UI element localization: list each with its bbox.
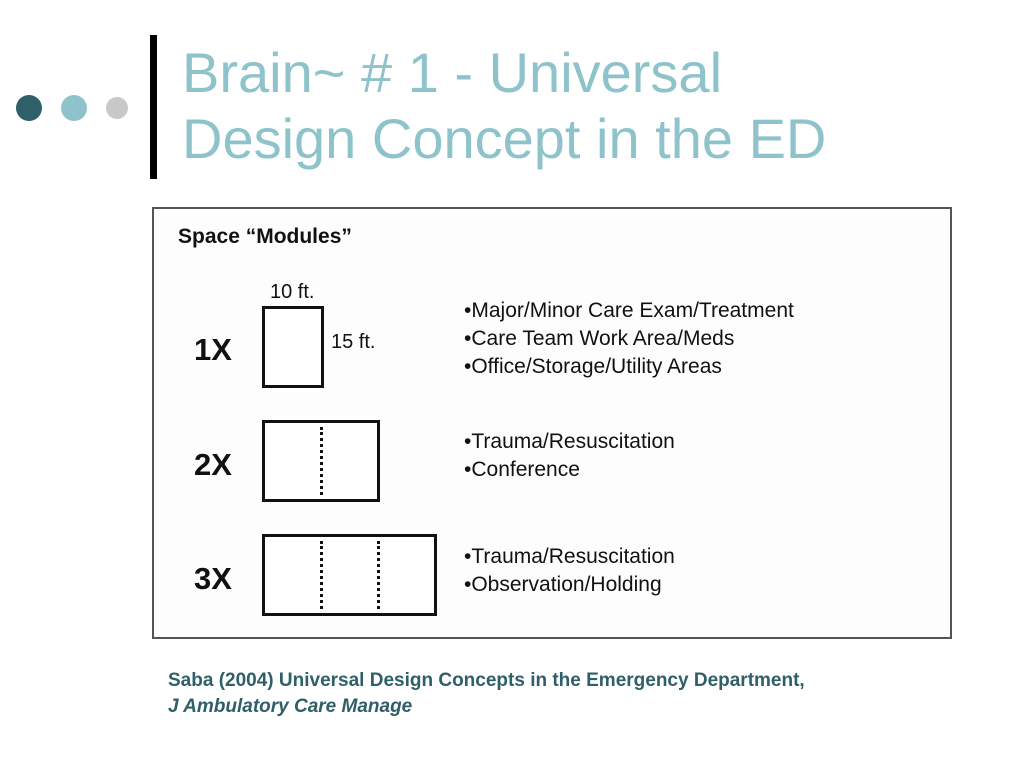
list-item: •Care Team Work Area/Meds [464, 327, 735, 350]
figure-heading: Space “Modules” [178, 225, 352, 248]
list-item: •Trauma/Resuscitation [464, 430, 675, 453]
module-2x-box [262, 420, 380, 502]
module-divider [377, 541, 380, 609]
slide-title [182, 40, 1002, 172]
module-label-2x: 2X [194, 447, 232, 482]
list-item: •Office/Storage/Utility Areas [464, 355, 722, 378]
decorative-dots [16, 95, 136, 121]
height-dimension-label: 15 ft. [331, 331, 376, 353]
module-divider [320, 427, 323, 495]
module-label-1x: 1X [194, 332, 232, 367]
module-label-3x: 3X [194, 561, 232, 596]
slide-title-line-1: Brain~ # 1 - Universal [182, 41, 723, 104]
list-item: •Major/Minor Care Exam/Treatment [464, 299, 794, 322]
citation-line-1: Saba (2004) Universal Design Concepts in the Emergency Department, [168, 670, 805, 691]
module-3x-uses [464, 543, 675, 599]
slide-title-line-2: Design Concept in the ED [182, 107, 827, 170]
width-dimension-label: 10 ft. [270, 281, 315, 303]
list-item: •Observation/Holding [464, 573, 662, 596]
module-1x-box [262, 306, 324, 388]
space-modules-figure [152, 207, 952, 639]
dark-dot-icon [16, 95, 42, 121]
module-divider [320, 541, 323, 609]
teal-dot-icon [61, 95, 87, 121]
module-1x-uses [464, 297, 794, 381]
gray-dot-icon [106, 97, 128, 119]
citation [168, 668, 805, 720]
module-2x-uses [464, 428, 675, 484]
list-item: •Conference [464, 458, 580, 481]
citation-journal: J Ambulatory Care Manage [168, 696, 413, 717]
title-divider [150, 35, 157, 179]
module-3x-box [262, 534, 437, 616]
list-item: •Trauma/Resuscitation [464, 545, 675, 568]
